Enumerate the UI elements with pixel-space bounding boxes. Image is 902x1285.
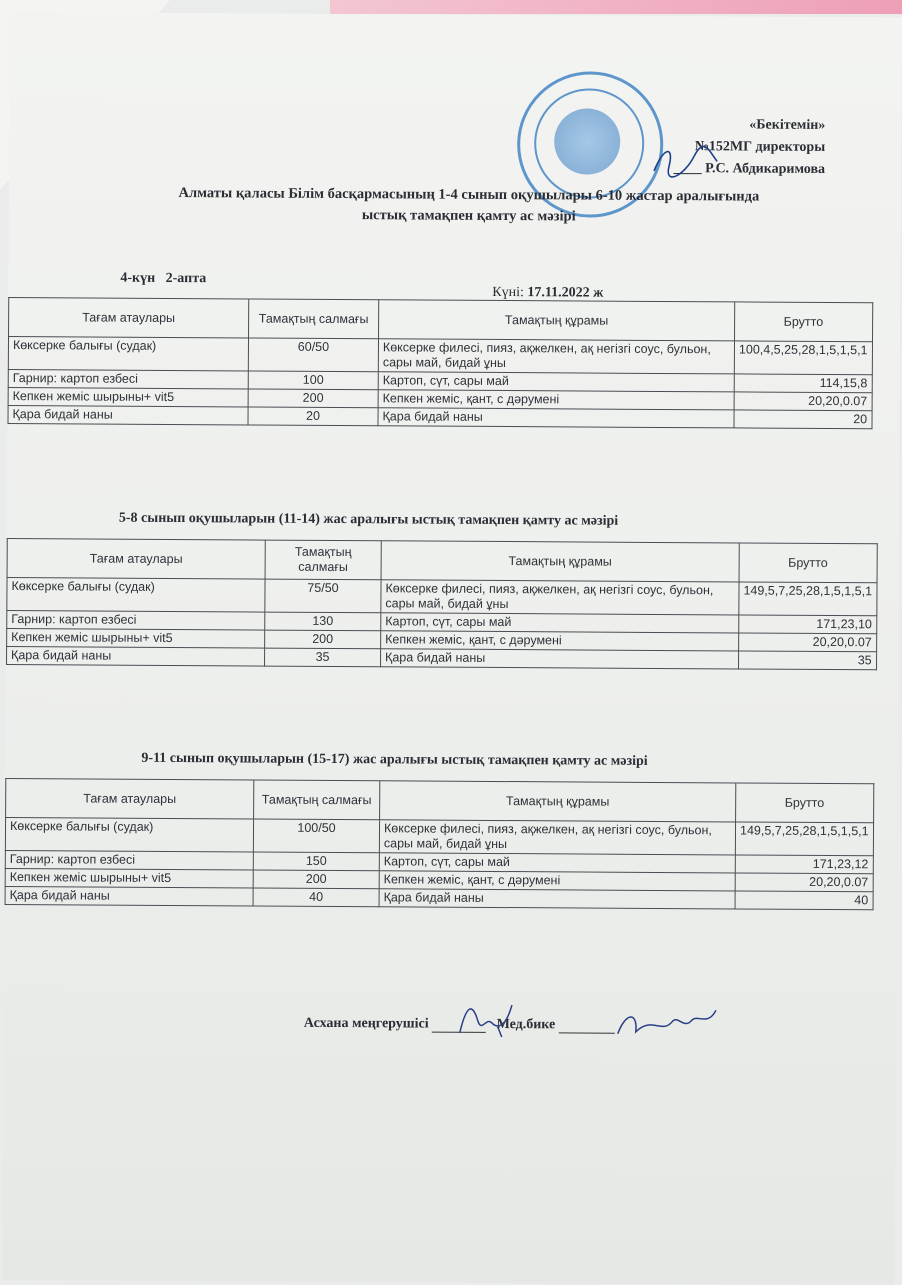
page-title-line2: ыстық тамақпен қамту ас мәзірі bbox=[361, 207, 576, 225]
brutto-cell: 149,5,7,25,28,1,5,1,5,1 bbox=[739, 582, 877, 616]
composition-cell: Картоп, сүт, сары май bbox=[381, 613, 739, 633]
date-caption: Күні: bbox=[492, 284, 524, 301]
brutto-cell: 149,5,7,25,28,1,5,1,5,1 bbox=[735, 822, 873, 856]
dish-name-cell: Кепкен жеміс шырыны+ vit5 bbox=[7, 628, 265, 648]
section-subtitle: 9-11 сынып оқушыларын (15-17) жас аралығы ыстық тамақпен қамту ас мәзірі bbox=[141, 750, 648, 769]
approval-position: №152МГ директоры bbox=[694, 139, 826, 155]
dish-name-cell: Кепкен жеміс шырыны+ vit5 bbox=[8, 387, 248, 406]
composition-cell: Көксерке филесі, пияз, ақжелкен, ақ негізгі соус, бульон, сары май, бидай ұны bbox=[381, 580, 739, 615]
document-sheet bbox=[2, 12, 902, 1285]
column-header: Тамақтың құрамы bbox=[379, 300, 735, 341]
dish-name-cell: Қара бидай наны bbox=[7, 646, 265, 666]
dish-name-cell: Кепкен жеміс шырыны+ vit5 bbox=[5, 868, 253, 888]
composition-cell: Көксерке филесі, пияз, ақжелкен, ақ негізгі соус, бульон, сары май, бидай ұны bbox=[379, 820, 735, 855]
brutto-cell: 20,20,0.07 bbox=[734, 392, 872, 411]
composition-cell: Кепкен жеміс, қант, с дәрумені bbox=[379, 871, 735, 891]
brutto-cell: 171,23,12 bbox=[735, 855, 873, 874]
weight-cell: 60/50 bbox=[248, 338, 378, 372]
composition-cell: Көксерке филесі, пияз, ақжелкен, ақ негізгі соус, бульон, сары май, бидай ұны bbox=[378, 339, 734, 374]
table-header-row bbox=[7, 538, 877, 582]
composition-cell: Картоп, сүт, сары май bbox=[379, 853, 735, 873]
page-title-line1: Алматы қаласы Білім басқармасының 1-4 сынып оқушылары 6-10 жастар аралығында bbox=[178, 185, 760, 205]
column-header: Брутто bbox=[735, 302, 873, 342]
dish-name-cell: Көксерке балығы (судак) bbox=[5, 817, 253, 852]
approval-title: «Бекітемін» bbox=[749, 117, 826, 133]
weight-cell: 40 bbox=[253, 888, 379, 907]
table-header-row bbox=[6, 778, 874, 822]
dish-name-cell: Көксерке балығы (судак) bbox=[7, 577, 265, 612]
canteen-signature-icon bbox=[452, 997, 522, 1041]
day-label: 4-күн 2-апта bbox=[120, 270, 207, 287]
weight-cell: 130 bbox=[265, 612, 381, 631]
composition-cell: Картоп, сүт, сары май bbox=[378, 372, 734, 392]
brutto-cell: 35 bbox=[739, 651, 877, 670]
approval-name: ____ Р.С. Абдикаримова bbox=[673, 161, 826, 177]
nurse-label: Мед.бике bbox=[496, 1016, 556, 1033]
column-header: Тағам атаулары bbox=[7, 538, 265, 579]
menu-table bbox=[5, 778, 874, 910]
table-row bbox=[8, 336, 872, 374]
menu-table bbox=[7, 297, 872, 429]
date-value: 17.11.2022 ж bbox=[527, 285, 604, 301]
weight-cell: 75/50 bbox=[265, 579, 381, 613]
nurse-signature-line bbox=[559, 1018, 615, 1033]
composition-cell: Қара бидай наны bbox=[379, 889, 735, 909]
table-row bbox=[7, 577, 877, 615]
approval-name-text: Р.С. Абдикаримова bbox=[705, 161, 826, 177]
dish-name-cell: Гарнир: картоп езбесі bbox=[8, 369, 248, 388]
brutto-cell: 20 bbox=[734, 410, 872, 429]
stamp-emblem-icon bbox=[554, 108, 620, 174]
composition-cell: Кепкен жеміс, қант, с дәрумені bbox=[378, 390, 734, 410]
director-signature-icon bbox=[649, 141, 719, 181]
table-row bbox=[5, 817, 873, 855]
column-header: Брутто bbox=[739, 543, 877, 583]
column-header: Тамақтың құрамы bbox=[380, 781, 736, 822]
column-header: Тамақтың құрамы bbox=[381, 541, 739, 582]
weight-cell: 200 bbox=[248, 389, 378, 408]
section-subtitle: 5-8 сынып оқушыларын (11-14) жас аралығы ыстық тамақпен қамту ас мәзірі bbox=[118, 510, 619, 529]
weight-cell: 20 bbox=[248, 407, 378, 426]
brutto-cell: 20,20,0.07 bbox=[735, 873, 873, 892]
dish-name-cell: Қара бидай наны bbox=[5, 886, 253, 906]
column-header: Брутто bbox=[736, 783, 874, 823]
weight-cell: 200 bbox=[265, 630, 381, 649]
weight-cell: 100 bbox=[248, 371, 378, 390]
weight-cell: 150 bbox=[253, 852, 379, 871]
composition-cell: Кепкен жеміс, қант, с дәрумені bbox=[381, 631, 739, 651]
composition-cell: Қара бидай наны bbox=[381, 649, 739, 669]
weight-cell: 100/50 bbox=[253, 819, 379, 853]
column-header: Тамақтың салмағы bbox=[254, 780, 380, 820]
dish-name-cell: Гарнир: картоп езбесі bbox=[5, 850, 253, 870]
column-header: Тамақтың салмағы bbox=[249, 299, 379, 339]
brutto-cell: 114,15,8 bbox=[734, 374, 872, 393]
column-header: Тамақтың салмағы bbox=[265, 540, 381, 580]
dish-name-cell: Қара бидай наны bbox=[8, 405, 248, 424]
column-header: Тағам атаулары bbox=[6, 778, 254, 819]
weight-cell: 35 bbox=[265, 648, 381, 667]
table-header-row bbox=[9, 297, 873, 341]
canteen-head-label: Асхана меңгерушісі bbox=[303, 1015, 429, 1032]
page-title bbox=[89, 182, 849, 229]
brutto-cell: 100,4,5,25,28,1,5,1,5,1 bbox=[734, 341, 872, 375]
weight-cell: 200 bbox=[253, 870, 379, 889]
table-row bbox=[8, 405, 872, 428]
composition-cell: Қара бидай наны bbox=[378, 408, 734, 428]
menu-table bbox=[6, 538, 877, 670]
brutto-cell: 20,20,0.07 bbox=[739, 633, 877, 652]
brutto-cell: 171,23,10 bbox=[739, 615, 877, 634]
brutto-cell: 40 bbox=[735, 891, 873, 910]
dish-name-cell: Гарнир: картоп езбесі bbox=[7, 610, 265, 630]
nurse-signature-icon bbox=[612, 1004, 722, 1045]
background-pink-strip bbox=[330, 0, 902, 14]
column-header: Тағам атаулары bbox=[9, 297, 249, 337]
dish-name-cell: Көксерке балығы (судак) bbox=[8, 336, 248, 370]
